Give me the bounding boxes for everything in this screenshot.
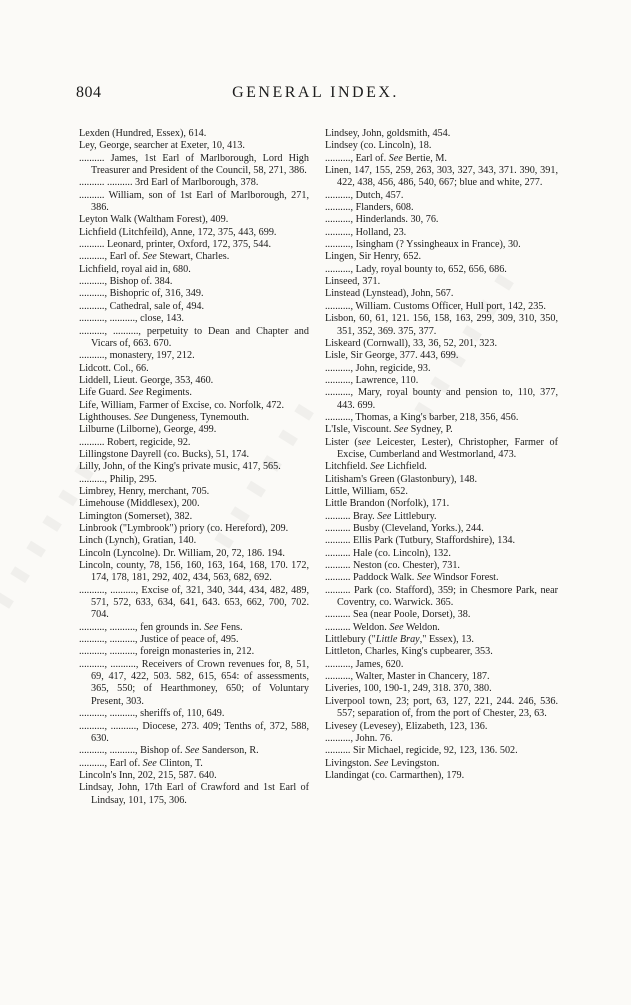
index-entry: Linbrook ("Lymbrook") priory (co. Hereford), 209. [79, 523, 289, 534]
index-entry: Limbrey, Henry, merchant, 705. [79, 485, 210, 497]
index-entry: Liverpool town, 23; port, 63, 127, 221, 244. 246, 536. 557; separation of, from the port of Chester, 23, 63. [325, 695, 558, 720]
index-entry: Lindsay, John, 17th Earl of Crawford and 1st Earl of Lindsay, 101, 175, 306. [79, 782, 309, 806]
index-entry: .......... .......... 3rd Earl of Marlborough, 378. [79, 177, 259, 189]
index-entry: Lichfield, royal aid in, 680. [79, 263, 191, 275]
index-entry: .........., Philip, 295. [79, 473, 157, 485]
index-entry: Leyton Walk (Waltham Forest), 409. [79, 214, 229, 226]
index-entry: .........., monastery, 197, 212. [79, 350, 195, 362]
index-entry: Little, William, 652. [325, 485, 408, 497]
index-entry: Livesey (Levesey), Elizabeth, 123, 136. [325, 720, 488, 732]
index-column-right [325, 128, 558, 782]
index-entry: Lincoln (Lyncolne). Dr. William, 20, 72, 186. 194. [79, 547, 285, 559]
index-entry: Lidcott. Col., 66. [79, 362, 149, 374]
index-entry: .........., .........., Receivers of Crown revenues for, 8, 51, 69, 417, 422, 503. 582, 615, 654: of assessments, 365, 550; of Hearthmoney, 650; of Voluntary Present, 303. [79, 658, 309, 707]
index-entry: Llandingat (co. Carmarthen), 179. [325, 769, 465, 781]
index-entry: .......... Park (co. Stafford), 359; in Chesmore Park, near Coventry, co. Warwick. 365. [325, 584, 558, 609]
index-entry: Ley, George, searcher at Exeter, 10, 413. [79, 140, 245, 152]
index-entry: Lister (see Leicester, Lester), Christopher, Farmer of Excise, Cumberland and Westmorland, 473. [325, 436, 558, 460]
index-entry: .......... James, 1st Earl of Marlborough, Lord High Treasurer and President of the Council, 58, 271, 386. [79, 152, 309, 177]
index-column-left [79, 128, 309, 807]
index-entry: Limehouse (Middlesex), 200. [79, 498, 200, 510]
index-entry: .........., Cathedral, sale of, 494. [79, 300, 205, 312]
index-entry: Litchfield. See Lichfield. [325, 461, 427, 473]
page-header [0, 84, 631, 108]
index-entry: Lincoln's Inn, 202, 215, 587. 640. [79, 769, 217, 781]
index-entry: Life Guard. See Regiments. [79, 387, 192, 399]
index-entry: .........., Lawrence, 110. [325, 374, 419, 386]
page-title: GENERAL INDEX. [232, 84, 399, 101]
index-entry: .........., .........., Bishop of. See Sanderson, R. [79, 745, 259, 757]
index-entry: .......... William, son of 1st Earl of Marlborough, 271, 386. [79, 189, 309, 214]
index-entry: Lillingstone Dayrell (co. Bucks), 51, 174. [79, 448, 250, 460]
index-entry: .......... Busby (Cleveland, Yorks.), 244. [325, 523, 484, 534]
index-entry: .........., Bishop of. 384. [79, 276, 173, 288]
index-entry: .........., Earl of. See Clinton, T. [79, 757, 203, 769]
index-entry: Linseed, 371. [325, 276, 381, 288]
index-entry: Lichfield (Litchfeild), Anne, 172, 375, 443, 699. [79, 226, 277, 238]
index-entry: L'Isle, Viscount. See Sydney, P. [325, 424, 453, 436]
index-entry: .........., Lady, royal bounty to, 652, 656, 686. [325, 263, 507, 275]
page-number: 804 [76, 84, 102, 101]
index-entry: Litisham's Green (Glastonbury), 148. [325, 473, 478, 485]
index-entry: Limington (Somerset), 382. [79, 510, 193, 522]
index-entry: .........., .........., close, 143. [79, 313, 184, 325]
index-entry: Livingston. See Levingston. [325, 757, 440, 769]
index-entry: .........., .........., sheriffs of, 110, 649. [79, 708, 225, 720]
index-entry: .........., Isingham (? Yssingheaux in France), 30. [325, 239, 521, 251]
index-entry: Lindsey, John, goldsmith, 454. [325, 128, 451, 139]
index-entry: .........., John, regicide, 93. [325, 362, 431, 374]
index-entry: Linen, 147, 155, 259, 263, 303, 327, 343, 371. 390, 391, 422, 438, 456, 486, 540, 667; blue and white, 277. [325, 165, 558, 189]
index-entry: Life, William, Farmer of Excise, co. Norfolk, 472. [79, 399, 285, 411]
index-entry: Lexden (Hundred, Essex), 614. [79, 128, 207, 139]
index-entry: Little Brandon (Norfolk), 171. [325, 498, 450, 510]
index-entry: .......... Sir Michael, regicide, 92, 123, 136. 502. [325, 745, 518, 757]
index-entry: Liveries, 100, 190-1, 249, 318. 370, 380. [325, 683, 492, 695]
index-entry: Lilly, John, of the King's private music, 417, 565. [79, 461, 281, 473]
index-entry: Liskeard (Cornwall), 33, 36, 52, 201, 323. [325, 337, 498, 349]
index-entry: .......... Sea (near Poole, Dorset), 38. [325, 609, 471, 621]
index-entry: Linch (Lynch), Gratian, 140. [79, 535, 197, 547]
index-entry: .........., James, 620. [325, 658, 404, 670]
index-entry: .........., Thomas, a King's barber, 218, 356, 456. [325, 411, 519, 423]
index-entry: .........., Flanders, 608. [325, 202, 414, 214]
index-entry: .........., .........., Diocese, 273. 409; Tenths of, 372, 588, 630. [79, 720, 309, 744]
index-entry: .........., Holland, 23. [325, 226, 407, 238]
index-entry: .........., Walter, Master in Chancery, 187. [325, 671, 490, 683]
index-entry: .........., .........., fen grounds in. See Fens. [79, 621, 243, 633]
index-entry: Littlebury ("Little Bray," Essex), 13. [325, 634, 474, 646]
index-entry: .........., Dutch, 457. [325, 189, 404, 201]
index-entry: Lincoln, county, 78, 156, 160, 163, 164, 168, 170. 172, 174, 178, 181, 292, 402, 434, 563, 682, 692. [79, 560, 309, 584]
index-entry: .......... Weldon. See Weldon. [325, 621, 440, 633]
index-entry: .......... Paddock Walk. See Windsor Forest. [325, 572, 499, 584]
index-entry: Lisbon, 60, 61, 121. 156, 158, 163, 299, 309, 310, 350, 351, 352, 369. 375, 377. [325, 313, 558, 337]
index-entry: .........., Earl of. See Stewart, Charles. [79, 251, 230, 263]
index-entry: Liddell, Lieut. George, 353, 460. [79, 374, 214, 386]
index-entry: Lindsey (co. Lincoln), 18. [325, 140, 432, 152]
index-entry: Lisle, Sir George, 377. 443, 699. [325, 350, 459, 362]
index-entry: .........., .........., Justice of peace of, 495. [79, 634, 239, 646]
index-entry: .........., William. Customs Officer, Hull port, 142, 235. [325, 300, 546, 312]
index-entry: .......... Ellis Park (Tutbury, Staffordshire), 134. [325, 535, 516, 547]
index-entry: .........., Earl of. See Bertie, M. [325, 152, 447, 164]
index-entry: .......... Neston (co. Chester), 731. [325, 560, 460, 572]
index-entry: .........., .........., foreign monasteries in, 212. [79, 646, 255, 658]
index-entry: .........., .........., Excise of, 321, 340, 344, 434, 482, 489, 571, 572, 633, 634, 641, 643. 653, 662, 700, 702. 704. [79, 584, 309, 621]
index-entry: .........., Bishopric of, 316, 349. [79, 288, 204, 300]
index-entry: .........., Hinderlands. 30, 76. [325, 214, 439, 226]
index-entry: .......... Bray. See Littlebury. [325, 510, 437, 522]
index-entry: .......... Robert, regicide, 92. [79, 436, 191, 448]
index-entry: Linstead (Lynstead), John, 567. [325, 288, 454, 300]
index-entry: Lingen, Sir Henry, 652. [325, 251, 422, 263]
index-entry: .........., John. 76. [325, 732, 393, 744]
index-entry: Littleton, Charles, King's cupbearer, 353. [325, 646, 493, 658]
index-entry: .......... Leonard, printer, Oxford, 172, 375, 544. [79, 239, 271, 251]
index-entry: .........., Mary, royal bounty and pension to, 110, 377, 443. 699. [325, 387, 558, 411]
index-entry: .........., .........., perpetuity to Dean and Chapter and Vicars of, 663. 670. [79, 325, 309, 349]
index-entry: .......... Hale (co. Lincoln), 132. [325, 547, 451, 559]
index-entry: Lighthouses. See Dungeness, Tynemouth. [79, 411, 250, 423]
index-entry: Lilburne (Lilborne), George, 499. [79, 424, 217, 436]
